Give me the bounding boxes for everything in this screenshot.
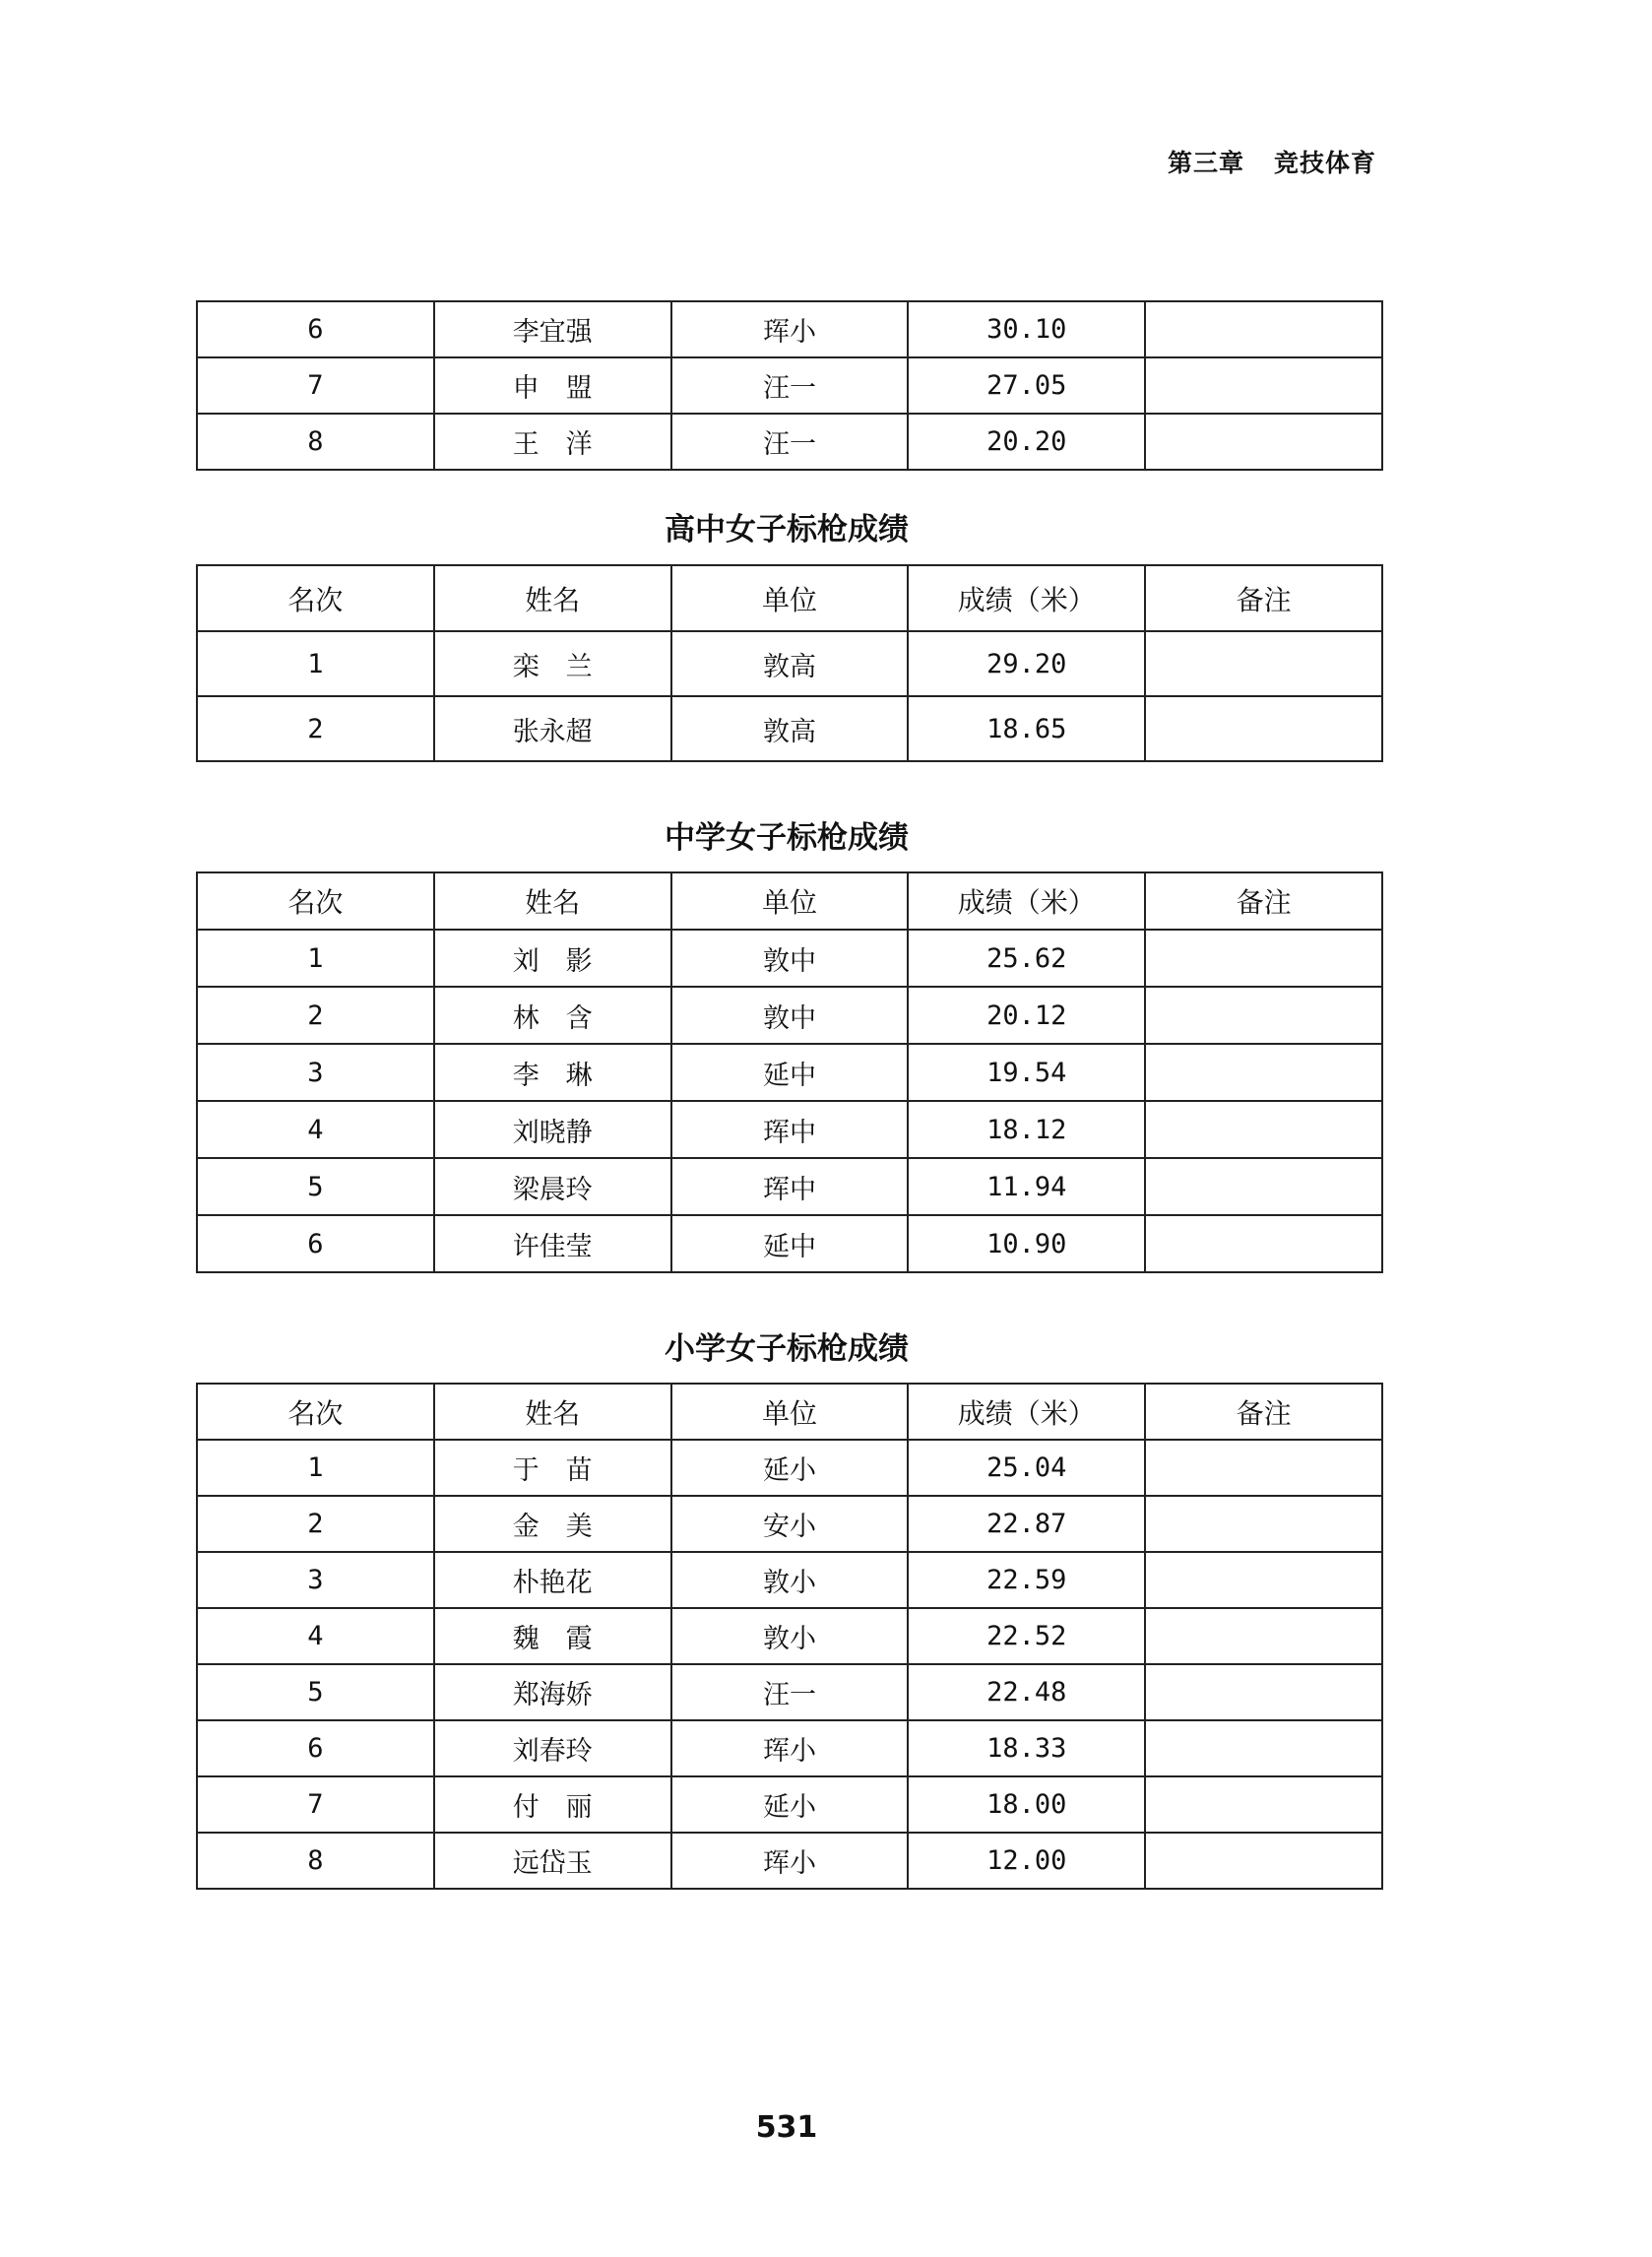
cell-remark: [1145, 1664, 1382, 1720]
table-row: [197, 414, 1382, 470]
cell-name: 魏 霞: [434, 1608, 671, 1664]
cell-result: 20.12: [908, 987, 1145, 1044]
header-result: 成绩（米）: [908, 1384, 1145, 1440]
table-row: [197, 301, 1382, 357]
table-row: [197, 1158, 1382, 1215]
cell-result: 22.52: [908, 1608, 1145, 1664]
cell-unit: 珲小: [671, 1720, 909, 1776]
cell-remark: [1145, 414, 1382, 470]
table-header-row: [197, 872, 1382, 930]
cell-rank: 1: [197, 1440, 434, 1496]
cell-name: 远岱玉: [434, 1833, 671, 1889]
cell-result: 25.04: [908, 1440, 1145, 1496]
cell-unit: 敦高: [671, 631, 909, 696]
cell-name: 于 苗: [434, 1440, 671, 1496]
cell-remark: [1145, 357, 1382, 414]
header-remark: 备注: [1145, 872, 1382, 930]
cell-result: 18.12: [908, 1101, 1145, 1158]
cell-name: 李宜强: [434, 301, 671, 357]
table-header-row: [197, 1384, 1382, 1440]
header-result: 成绩（米）: [908, 872, 1145, 930]
cell-unit: 延小: [671, 1440, 909, 1496]
cell-result: 10.90: [908, 1215, 1145, 1272]
cell-remark: [1145, 987, 1382, 1044]
cell-result: 11.94: [908, 1158, 1145, 1215]
cell-name: 林 含: [434, 987, 671, 1044]
cell-rank: 6: [197, 301, 434, 357]
cell-name: 许佳莹: [434, 1215, 671, 1272]
cell-remark: [1145, 1720, 1382, 1776]
cell-rank: 2: [197, 696, 434, 761]
cell-unit: 延中: [671, 1044, 909, 1101]
cell-remark: [1145, 1440, 1382, 1496]
cell-name: 刘 影: [434, 930, 671, 987]
cell-result: 22.87: [908, 1496, 1145, 1552]
cell-remark: [1145, 1776, 1382, 1833]
table-row: [197, 1608, 1382, 1664]
cell-remark: [1145, 1608, 1382, 1664]
cell-rank: 6: [197, 1720, 434, 1776]
cell-result: 22.48: [908, 1664, 1145, 1720]
cell-unit: 敦中: [671, 930, 909, 987]
cell-remark: [1145, 1101, 1382, 1158]
header-name: 姓名: [434, 1384, 671, 1440]
primary-school-javelin-table: [196, 1383, 1383, 1890]
high-school-javelin-table: [196, 564, 1383, 762]
cell-result: 12.00: [908, 1833, 1145, 1889]
cell-result: 18.00: [908, 1776, 1145, 1833]
table-header-row: [197, 565, 1382, 631]
cell-name: 朴艳花: [434, 1552, 671, 1608]
cell-name: 梁晨玲: [434, 1158, 671, 1215]
cell-rank: 4: [197, 1101, 434, 1158]
cell-result: 27.05: [908, 357, 1145, 414]
table-row: [197, 1720, 1382, 1776]
cell-rank: 7: [197, 357, 434, 414]
table-row: [197, 987, 1382, 1044]
cell-remark: [1145, 1496, 1382, 1552]
table-row: [197, 1496, 1382, 1552]
cell-remark: [1145, 1215, 1382, 1272]
cell-unit: 延中: [671, 1215, 909, 1272]
cell-rank: 5: [197, 1158, 434, 1215]
cell-unit: 珲小: [671, 1833, 909, 1889]
cell-unit: 汪一: [671, 1664, 909, 1720]
cell-name: 栾 兰: [434, 631, 671, 696]
cell-rank: 4: [197, 1608, 434, 1664]
cell-unit: 汪一: [671, 414, 909, 470]
cell-rank: 5: [197, 1664, 434, 1720]
cell-name: 郑海娇: [434, 1664, 671, 1720]
section-title-middle-school: 中学女子标枪成绩: [665, 820, 909, 856]
middle-school-javelin-table: [196, 871, 1383, 1273]
cell-result: 19.54: [908, 1044, 1145, 1101]
cell-result: 18.65: [908, 696, 1145, 761]
header-remark: 备注: [1145, 1384, 1382, 1440]
cell-remark: [1145, 1833, 1382, 1889]
page-number: 531: [755, 2110, 818, 2145]
cell-remark: [1145, 301, 1382, 357]
cell-rank: 8: [197, 1833, 434, 1889]
cell-remark: [1145, 631, 1382, 696]
table-row: [197, 1440, 1382, 1496]
cell-name: 付 丽: [434, 1776, 671, 1833]
cell-name: 王 洋: [434, 414, 671, 470]
cell-result: 20.20: [908, 414, 1145, 470]
cell-unit: 珲中: [671, 1101, 909, 1158]
header-unit: 单位: [671, 872, 909, 930]
table-row: [197, 1552, 1382, 1608]
cell-name: 申 盟: [434, 357, 671, 414]
cell-name: 刘春玲: [434, 1720, 671, 1776]
cell-name: 李 琳: [434, 1044, 671, 1101]
cell-remark: [1145, 930, 1382, 987]
cell-unit: 敦高: [671, 696, 909, 761]
section-title-high-school: 高中女子标枪成绩: [665, 512, 909, 548]
table-row: [197, 1664, 1382, 1720]
header-unit: 单位: [671, 1384, 909, 1440]
cell-unit: 珲小: [671, 301, 909, 357]
table-row: [197, 1833, 1382, 1889]
table-row: [197, 930, 1382, 987]
cell-rank: 2: [197, 987, 434, 1044]
table-row: [197, 1776, 1382, 1833]
cell-name: 金 美: [434, 1496, 671, 1552]
cell-rank: 1: [197, 631, 434, 696]
cell-remark: [1145, 1158, 1382, 1215]
cell-rank: 2: [197, 1496, 434, 1552]
table-row: [197, 631, 1382, 696]
header-name: 姓名: [434, 565, 671, 631]
table-row: [197, 696, 1382, 761]
header-remark: 备注: [1145, 565, 1382, 631]
cell-unit: 珲中: [671, 1158, 909, 1215]
cell-remark: [1145, 1044, 1382, 1101]
cell-result: 29.20: [908, 631, 1145, 696]
header-unit: 单位: [671, 565, 909, 631]
cell-name: 刘晓静: [434, 1101, 671, 1158]
header-result: 成绩（米）: [908, 565, 1145, 631]
cell-remark: [1145, 696, 1382, 761]
table-row: [197, 1101, 1382, 1158]
continued-results-table: [196, 300, 1383, 471]
header-rank: 名次: [197, 565, 434, 631]
cell-result: 25.62: [908, 930, 1145, 987]
cell-result: 22.59: [908, 1552, 1145, 1608]
cell-rank: 3: [197, 1044, 434, 1101]
cell-unit: 汪一: [671, 357, 909, 414]
header-rank: 名次: [197, 1384, 434, 1440]
table-row: [197, 1044, 1382, 1101]
header-rank: 名次: [197, 872, 434, 930]
section-title-primary-school: 小学女子标枪成绩: [665, 1331, 909, 1367]
cell-rank: 6: [197, 1215, 434, 1272]
cell-result: 18.33: [908, 1720, 1145, 1776]
cell-unit: 敦中: [671, 987, 909, 1044]
running-header: [1168, 144, 1376, 179]
cell-rank: 7: [197, 1776, 434, 1833]
cell-name: 张永超: [434, 696, 671, 761]
chapter-title: 竞技体育: [1273, 149, 1376, 177]
cell-remark: [1145, 1552, 1382, 1608]
chapter-label: 第三章: [1167, 149, 1244, 177]
cell-unit: 安小: [671, 1496, 909, 1552]
table-row: [197, 357, 1382, 414]
table-row: [197, 1215, 1382, 1272]
cell-unit: 敦小: [671, 1608, 909, 1664]
cell-rank: 8: [197, 414, 434, 470]
cell-rank: 1: [197, 930, 434, 987]
cell-result: 30.10: [908, 301, 1145, 357]
cell-rank: 3: [197, 1552, 434, 1608]
header-name: 姓名: [434, 872, 671, 930]
cell-unit: 延小: [671, 1776, 909, 1833]
cell-unit: 敦小: [671, 1552, 909, 1608]
